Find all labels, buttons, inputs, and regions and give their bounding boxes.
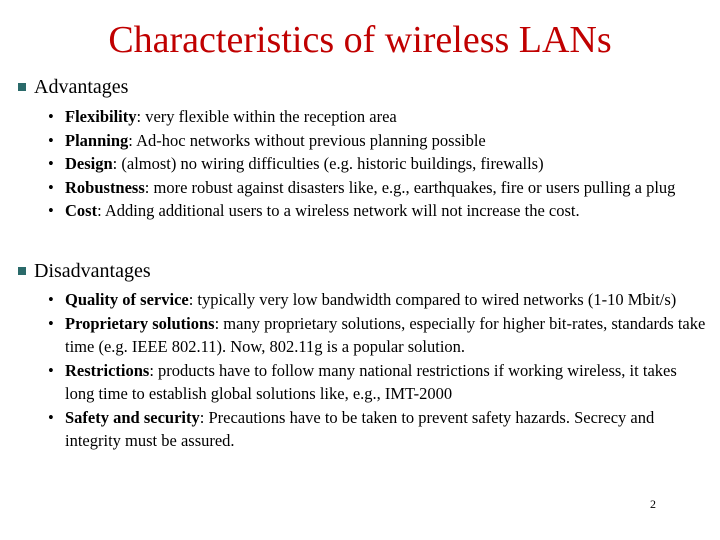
bullet-icon: •: [48, 107, 54, 126]
list-item: [48, 152, 708, 176]
bullet-icon: •: [48, 177, 54, 197]
item-term: Quality of service: [65, 290, 189, 309]
list-item: [48, 176, 708, 200]
list-item: [48, 312, 708, 359]
item-text: : (almost) no wiring difficulties (e.g. historic buildings, firewalls): [112, 154, 544, 173]
item-term: Planning: [65, 130, 129, 150]
item-text: : Adding additional users to a wireless network will not increase the cost.: [97, 201, 580, 220]
bullet-icon: •: [48, 130, 54, 150]
list-item: [48, 406, 708, 453]
bullet-icon: •: [48, 290, 54, 309]
bullet-icon: •: [48, 313, 54, 333]
section-heading-label: Disadvantages: [34, 260, 151, 282]
item-text: : Ad-hoc networks without previous planning possible: [128, 130, 486, 150]
list-item: [48, 359, 708, 406]
disadvantages-list: [48, 288, 708, 453]
list-item: [48, 288, 708, 312]
list-item: [48, 129, 708, 153]
item-term: Design: [65, 154, 113, 173]
page-number: 2: [650, 497, 656, 511]
item-text: : products have to follow many national restrictions if working wireless, it takes long time to establish global solutions like, e.g., IMT-2000: [65, 360, 677, 403]
item-term: Safety and security: [65, 407, 200, 427]
advantages-list: [48, 105, 708, 223]
item-term: Cost: [65, 201, 98, 220]
list-item: [48, 105, 708, 129]
list-item: [48, 199, 708, 223]
item-text: : typically very low bandwidth compared to wired networks (1-10 Mbit/s): [188, 290, 677, 309]
item-text: : more robust against disasters like, e.g., earthquakes, fire or users pulling a plug: [144, 177, 676, 197]
item-text: : very flexible within the reception area: [136, 107, 397, 126]
slide-title: Characteristics of wireless LANs: [108, 19, 612, 61]
item-term: Flexibility: [65, 107, 137, 126]
item-term: Robustness: [65, 177, 145, 197]
section-heading-advantages: [18, 75, 128, 99]
square-bullet-icon: [18, 83, 26, 91]
section-heading-label: Advantages: [34, 76, 129, 98]
bullet-icon: •: [48, 360, 54, 380]
bullet-icon: •: [48, 407, 54, 427]
item-text: : Precautions have to be taken to prevent safety hazards. Secrecy and integrity must be assured.: [65, 407, 655, 450]
item-term: Proprietary solutions: [65, 313, 215, 333]
section-heading-disadvantages: [18, 259, 151, 283]
item-text: : many proprietary solutions, especially for higher bit-rates, standards take time (e.g. IEEE 802.11). Now, 802.11g is a popular solution.: [65, 313, 706, 356]
square-bullet-icon: [18, 267, 26, 275]
bullet-icon: •: [48, 201, 54, 220]
bullet-icon: •: [48, 154, 54, 173]
item-term: Restrictions: [65, 360, 150, 380]
